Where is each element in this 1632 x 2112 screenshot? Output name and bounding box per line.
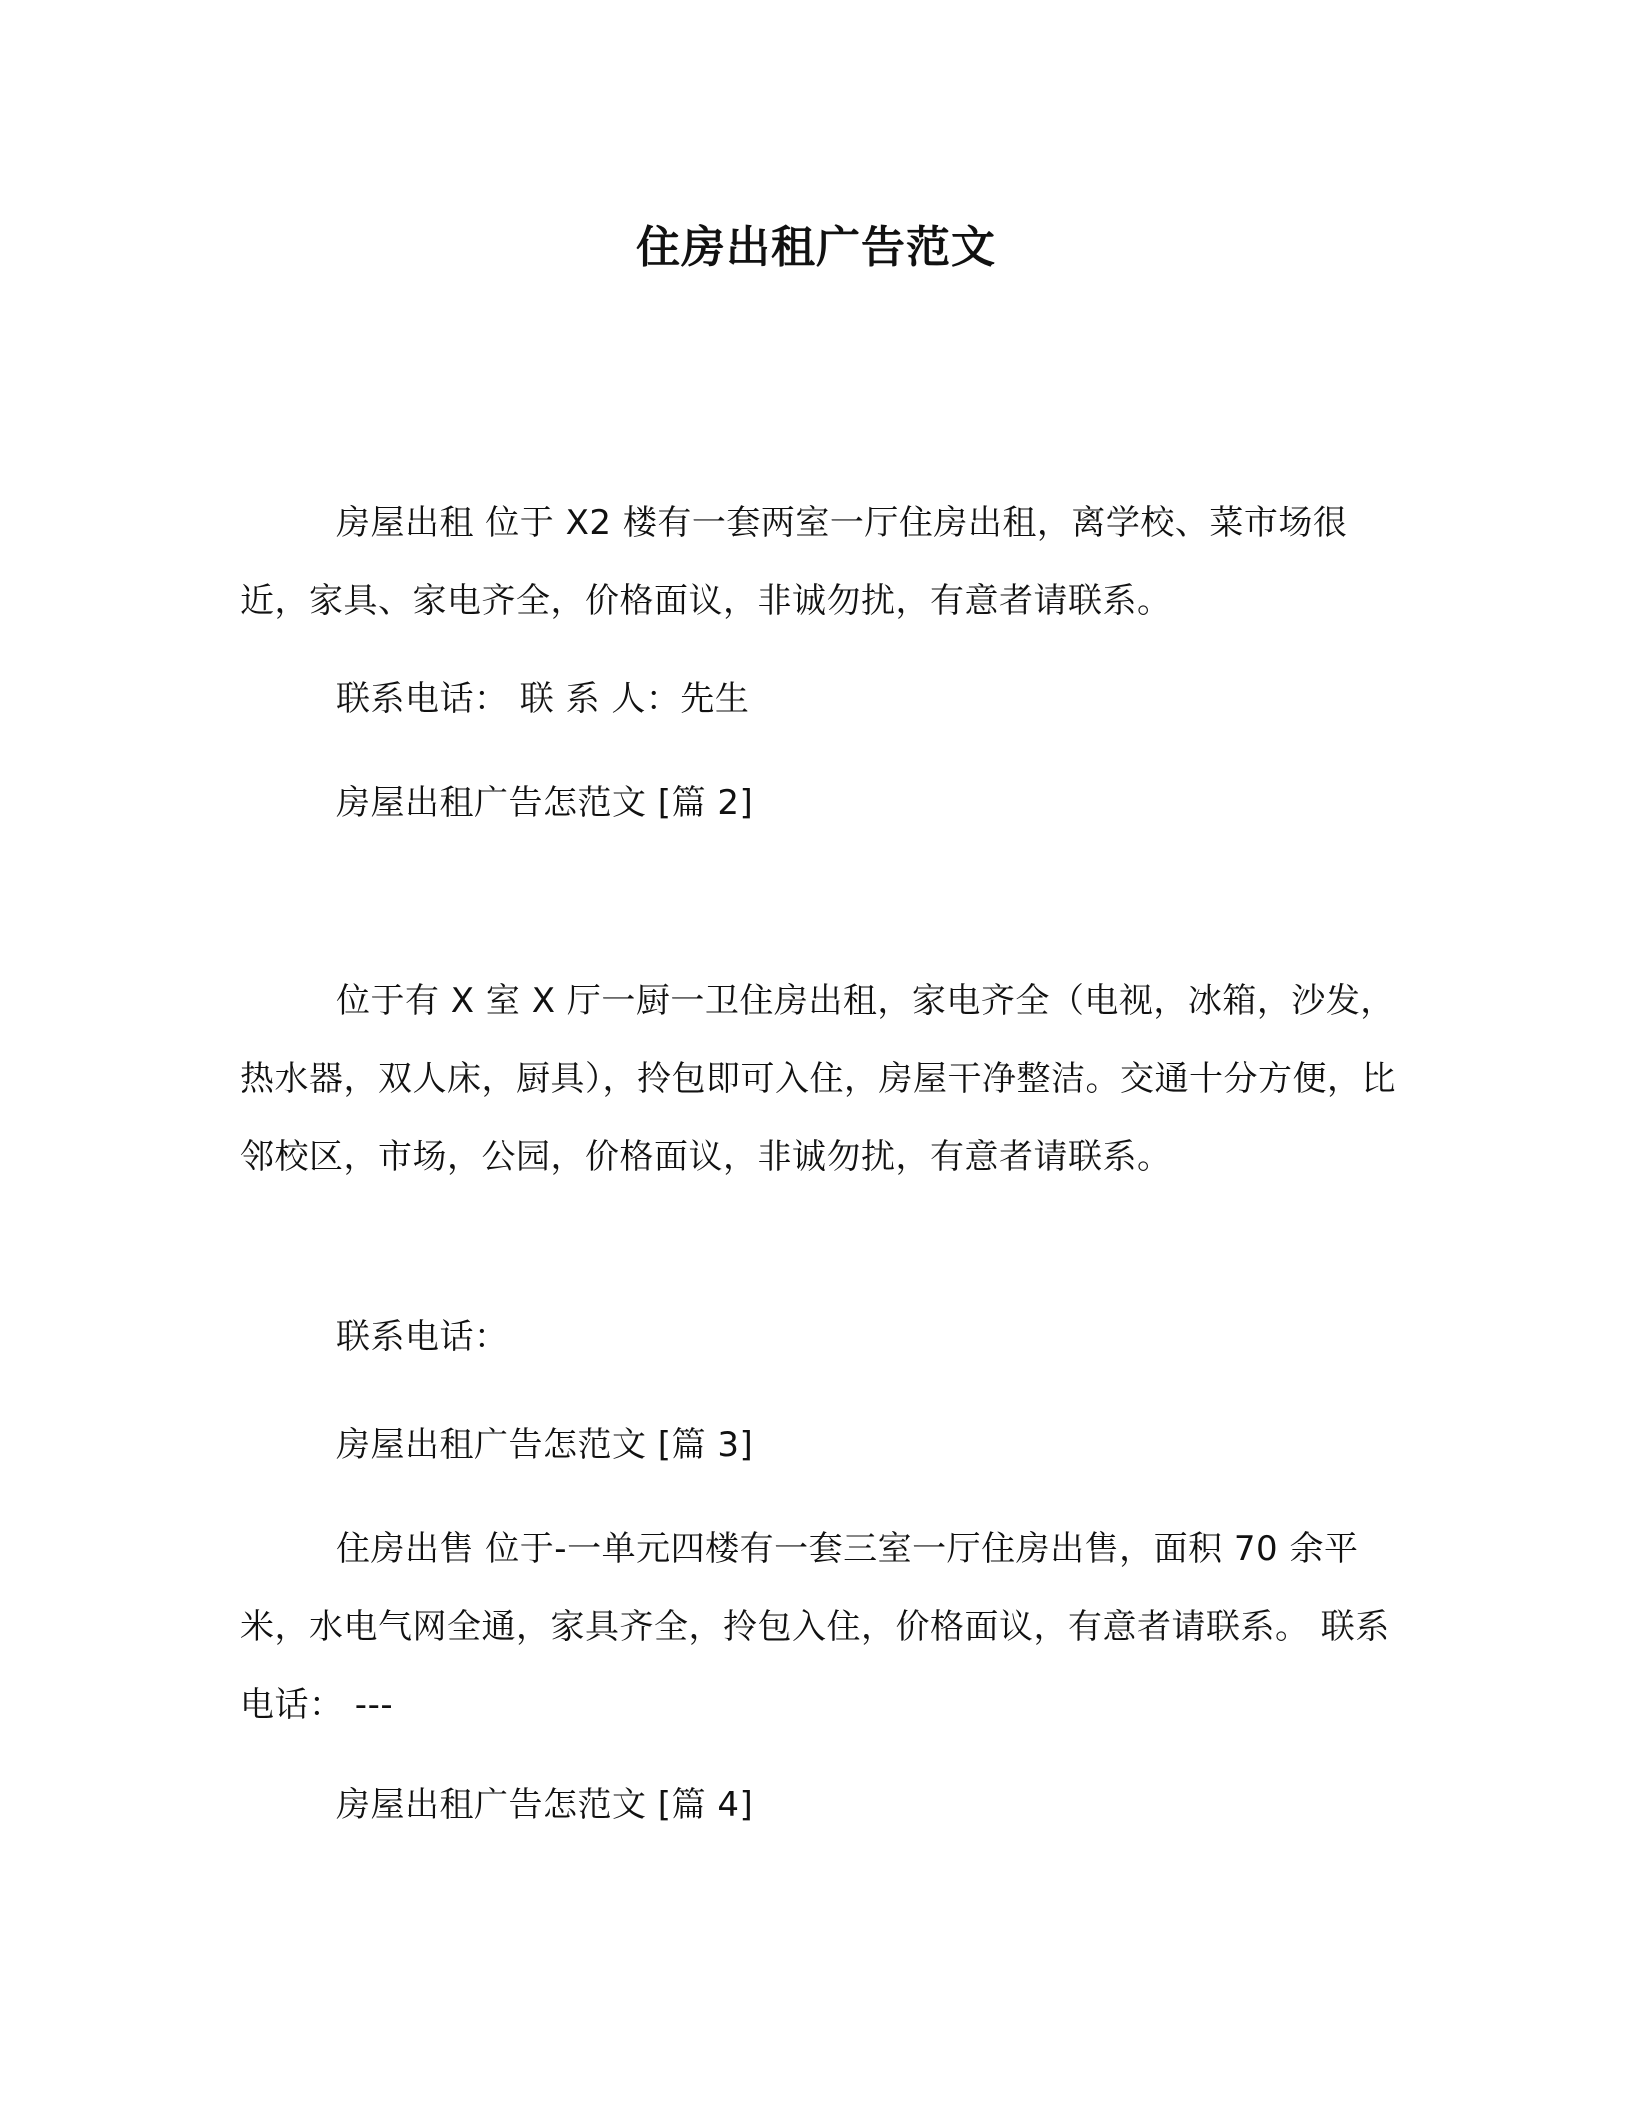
section-heading-2: 房屋出租广告怎范文 [篇 2] <box>336 783 754 823</box>
section-heading-4: 房屋出租广告怎范文 [篇 4] <box>336 1785 754 1825</box>
paragraph-contact-1: 联系电话： 联 系 人：先生 <box>336 679 750 719</box>
section-heading-3: 房屋出租广告怎范文 [篇 3] <box>336 1425 754 1465</box>
document-title: 住房出租广告范文 <box>636 222 996 273</box>
paragraph-rental-ad-2: 位于有 X 室 X 厅一厨一卫住房出租，家电齐全（电视，冰箱，沙发，热水器，双人床，厨具），拎包即可入住，房屋干净整洁。交通十分方便，比邻校区，市场，公园，价格面议，非诚勿扰，有意者请联系。 <box>240 981 1396 1177</box>
paragraph-sale-ad-3: 住房出售 位于-一单元四楼有一套三室一厅住房出售，面积 70 余平米，水电气网全通，家具齐全，拎包入住，价格面议，有意者请联系。 联系电话： --- <box>240 1529 1390 1725</box>
paragraph-contact-2: 联系电话： <box>336 1317 509 1357</box>
paragraph-rental-ad-1: 房屋出租 位于 X2 楼有一套两室一厅住房出租，离学校、菜市场很近，家具、家电齐全，价格面议，非诚勿扰，有意者请联系。 <box>240 503 1348 621</box>
